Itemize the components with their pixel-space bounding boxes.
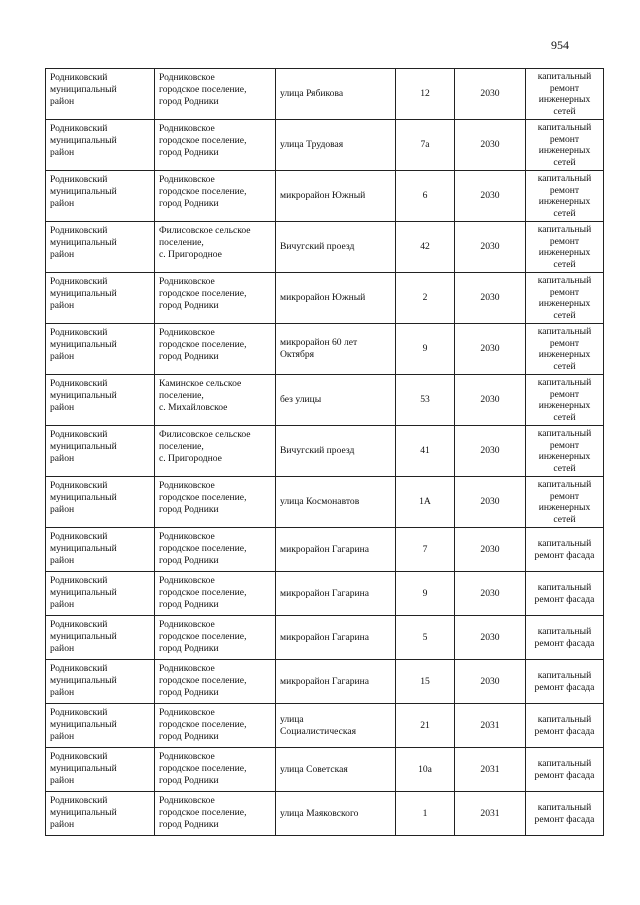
settlement-cell: [155, 528, 276, 572]
work-type-cell-text: капитальный ремонт инженерных сетей: [537, 224, 592, 270]
work-type-cell-text: капитальный ремонт фасада: [534, 538, 595, 561]
table-body: [46, 69, 604, 836]
year-cell: [455, 222, 526, 273]
settlement-cell-text: Родниковское городское поселение, город Родники: [159, 663, 247, 698]
settlement-cell-text: Родниковское городское поселение, город Родники: [159, 123, 247, 158]
work-type-cell: [526, 222, 604, 273]
region-cell: [46, 616, 155, 660]
work-type-cell-text: капитальный ремонт инженерных сетей: [537, 479, 592, 525]
settlement-cell-text: Родниковское городское поселение, город Родники: [159, 531, 247, 566]
house-number-cell: [396, 704, 455, 748]
region-cell: [46, 572, 155, 616]
work-type-cell-text: капитальный ремонт фасада: [534, 626, 595, 649]
house-number-cell-text: 15: [420, 675, 430, 687]
region-cell: [46, 120, 155, 171]
region-cell-text: Родниковский муниципальный район: [50, 663, 117, 698]
table-row: [46, 748, 604, 792]
table-row: [46, 572, 604, 616]
region-cell-text: Родниковский муниципальный район: [50, 575, 117, 610]
house-number-cell: [396, 477, 455, 528]
region-cell: [46, 324, 155, 375]
street-cell-text: улица Космонавтов: [280, 496, 360, 507]
street-cell-text: микрорайон Гагарина: [280, 675, 370, 687]
house-number-cell: [396, 792, 455, 836]
work-type-cell: [526, 375, 604, 426]
house-number-cell-text: 6: [422, 190, 428, 201]
street-cell: [276, 426, 396, 477]
year-cell-text: 2030: [480, 292, 500, 303]
year-cell: [455, 748, 526, 792]
work-type-cell: [526, 273, 604, 324]
work-type-cell-text: капитальный ремонт инженерных сетей: [537, 122, 592, 168]
house-number-cell: [396, 426, 455, 477]
region-cell: [46, 171, 155, 222]
work-type-cell: [526, 572, 604, 616]
street-cell: [276, 660, 396, 704]
region-cell: [46, 477, 155, 528]
settlement-cell: [155, 426, 276, 477]
settlement-cell: [155, 572, 276, 616]
settlement-cell-text: Родниковское городское поселение, город Родники: [159, 795, 247, 830]
table-row: [46, 171, 604, 222]
work-type-cell-text: капитальный ремонт инженерных сетей: [537, 71, 592, 117]
region-cell: [46, 69, 155, 120]
settlement-cell: [155, 477, 276, 528]
year-cell-text: 2030: [480, 190, 500, 201]
settlement-cell: [155, 660, 276, 704]
work-type-cell: [526, 748, 604, 792]
year-cell: [455, 572, 526, 616]
settlement-cell: [155, 171, 276, 222]
table-row: [46, 120, 604, 171]
year-cell-text: 2031: [480, 807, 500, 819]
street-cell-text: улица Трудовая: [280, 139, 344, 150]
street-cell: [276, 324, 396, 375]
work-type-cell: [526, 660, 604, 704]
settlement-cell: [155, 375, 276, 426]
house-number-cell-text: 12: [420, 88, 430, 99]
settlement-cell-text: Филисовское сельское поселение, с. Пригородное: [159, 429, 251, 464]
year-cell-text: 2030: [480, 587, 500, 599]
year-cell: [455, 660, 526, 704]
settlement-cell-text: Родниковское городское поселение, город Родники: [159, 575, 247, 610]
region-cell: [46, 222, 155, 273]
house-number-cell: [396, 69, 455, 120]
year-cell: [455, 616, 526, 660]
year-cell-text: 2030: [480, 241, 500, 252]
settlement-cell-text: Родниковское городское поселение, город Родники: [159, 707, 247, 742]
settlement-cell-text: Родниковское городское поселение, город Родники: [159, 480, 247, 515]
settlement-cell: [155, 792, 276, 836]
year-cell: [455, 792, 526, 836]
house-number-cell-text: 42: [420, 241, 430, 252]
year-cell: [455, 69, 526, 120]
year-cell: [455, 426, 526, 477]
house-number-cell: [396, 375, 455, 426]
house-number-cell-text: 5: [422, 631, 428, 643]
work-type-cell-text: капитальный ремонт инженерных сетей: [537, 173, 592, 219]
street-cell-text: улица Социалистическая: [280, 713, 357, 737]
region-cell-text: Родниковский муниципальный район: [50, 531, 117, 566]
table-row: [46, 69, 604, 120]
street-cell-text: улица Советская: [280, 763, 348, 775]
work-type-cell-text: капитальный ремонт фасада: [534, 802, 595, 825]
street-cell: [276, 69, 396, 120]
settlement-cell: [155, 616, 276, 660]
region-cell-text: Родниковский муниципальный район: [50, 174, 117, 209]
region-cell: [46, 426, 155, 477]
year-cell-text: 2030: [480, 675, 500, 687]
work-type-cell: [526, 324, 604, 375]
table-row: [46, 528, 604, 572]
house-number-cell-text: 1: [422, 807, 428, 819]
region-cell-text: Родниковский муниципальный район: [50, 276, 117, 311]
housing-repair-table: [45, 68, 604, 836]
street-cell: [276, 616, 396, 660]
work-type-cell: [526, 792, 604, 836]
year-cell: [455, 528, 526, 572]
year-cell-text: 2031: [480, 763, 500, 775]
settlement-cell: [155, 69, 276, 120]
street-cell: [276, 375, 396, 426]
region-cell-text: Родниковский муниципальный район: [50, 123, 117, 158]
house-number-cell-text: 7а: [420, 139, 430, 150]
table-row: [46, 222, 604, 273]
work-type-cell: [526, 528, 604, 572]
table-row: [46, 324, 604, 375]
house-number-cell-text: 10а: [418, 763, 432, 775]
settlement-cell-text: Родниковское городское поселение, город Родники: [159, 174, 247, 209]
street-cell: [276, 528, 396, 572]
house-number-cell-text: 1А: [419, 496, 431, 507]
region-cell-text: Родниковский муниципальный район: [50, 327, 117, 362]
house-number-cell: [396, 120, 455, 171]
street-cell-text: Вичугский проезд: [280, 241, 355, 252]
work-type-cell-text: капитальный ремонт инженерных сетей: [537, 275, 592, 321]
house-number-cell-text: 9: [422, 343, 428, 354]
house-number-cell: [396, 660, 455, 704]
house-number-cell: [396, 572, 455, 616]
street-cell-text: улица Маяковского: [280, 807, 359, 819]
settlement-cell-text: Филисовское сельское поселение, с. Пригородное: [159, 225, 251, 260]
table-row: [46, 660, 604, 704]
year-cell-text: 2030: [480, 496, 500, 507]
work-type-cell-text: капитальный ремонт фасада: [534, 758, 595, 781]
street-cell: [276, 748, 396, 792]
year-cell-text: 2030: [480, 631, 500, 643]
street-cell: [276, 171, 396, 222]
table-row: [46, 375, 604, 426]
settlement-cell-text: Родниковское городское поселение, город Родники: [159, 276, 247, 311]
settlement-cell-text: Родниковское городское поселение, город Родники: [159, 327, 247, 362]
region-cell: [46, 792, 155, 836]
street-cell-text: микрорайон Гагарина: [280, 543, 370, 555]
work-type-cell-text: капитальный ремонт инженерных сетей: [537, 377, 592, 423]
house-number-cell: [396, 222, 455, 273]
region-cell-text: Родниковский муниципальный район: [50, 751, 117, 786]
year-cell: [455, 120, 526, 171]
region-cell: [46, 660, 155, 704]
house-number-cell-text: 7: [422, 543, 428, 555]
street-cell-text: микрорайон Южный: [280, 190, 366, 201]
year-cell: [455, 171, 526, 222]
region-cell: [46, 273, 155, 324]
street-cell: [276, 792, 396, 836]
year-cell: [455, 375, 526, 426]
settlement-cell-text: Каминское сельское поселение, с. Михайловское: [159, 378, 242, 413]
work-type-cell-text: капитальный ремонт фасада: [534, 670, 595, 693]
settlement-cell-text: Родниковское городское поселение, город Родники: [159, 751, 247, 786]
region-cell-text: Родниковский муниципальный район: [50, 795, 117, 830]
year-cell: [455, 273, 526, 324]
work-type-cell: [526, 426, 604, 477]
work-type-cell: [526, 171, 604, 222]
region-cell: [46, 748, 155, 792]
street-cell-text: Вичугский проезд: [280, 445, 355, 456]
street-cell-text: улица Рябикова: [280, 88, 344, 99]
year-cell-text: 2030: [480, 343, 500, 354]
table-row: [46, 477, 604, 528]
year-cell-text: 2030: [480, 139, 500, 150]
year-cell: [455, 477, 526, 528]
year-cell-text: 2030: [480, 445, 500, 456]
street-cell: [276, 477, 396, 528]
house-number-cell-text: 2: [422, 292, 428, 303]
street-cell: [276, 273, 396, 324]
street-cell-text: без улицы: [280, 394, 322, 405]
table-row: [46, 616, 604, 660]
settlement-cell: [155, 704, 276, 748]
work-type-cell: [526, 69, 604, 120]
work-type-cell: [526, 477, 604, 528]
house-number-cell: [396, 616, 455, 660]
year-cell-text: 2030: [480, 88, 500, 99]
work-type-cell-text: капитальный ремонт фасада: [534, 714, 595, 737]
table-row: [46, 273, 604, 324]
street-cell-text: микрорайон Южный: [280, 292, 366, 303]
settlement-cell: [155, 748, 276, 792]
region-cell-text: Родниковский муниципальный район: [50, 429, 117, 464]
page-number: 954: [551, 38, 569, 52]
house-number-cell-text: 21: [420, 719, 430, 731]
region-cell-text: Родниковский муниципальный район: [50, 225, 117, 260]
settlement-cell: [155, 120, 276, 171]
region-cell-text: Родниковский муниципальный район: [50, 378, 117, 413]
region-cell: [46, 375, 155, 426]
table-row: [46, 704, 604, 748]
work-type-cell-text: капитальный ремонт инженерных сетей: [537, 326, 592, 372]
region-cell: [46, 528, 155, 572]
house-number-cell: [396, 748, 455, 792]
house-number-cell: [396, 273, 455, 324]
settlement-cell: [155, 324, 276, 375]
region-cell-text: Родниковский муниципальный район: [50, 619, 117, 654]
table-row: [46, 792, 604, 836]
house-number-cell-text: 41: [420, 445, 430, 456]
table-row: [46, 426, 604, 477]
year-cell-text: 2030: [480, 543, 500, 555]
work-type-cell: [526, 120, 604, 171]
work-type-cell-text: капитальный ремонт фасада: [534, 582, 595, 605]
region-cell-text: Родниковский муниципальный район: [50, 72, 117, 107]
year-cell: [455, 324, 526, 375]
street-cell: [276, 572, 396, 616]
street-cell-text: микрорайон Гагарина: [280, 631, 370, 643]
region-cell-text: Родниковский муниципальный район: [50, 707, 117, 742]
settlement-cell: [155, 222, 276, 273]
house-number-cell-text: 53: [420, 394, 430, 405]
street-cell: [276, 704, 396, 748]
work-type-cell-text: капитальный ремонт инженерных сетей: [537, 428, 592, 474]
street-cell: [276, 222, 396, 273]
year-cell: [455, 704, 526, 748]
house-number-cell-text: 9: [422, 587, 428, 599]
work-type-cell: [526, 616, 604, 660]
settlement-cell: [155, 273, 276, 324]
region-cell: [46, 704, 155, 748]
settlement-cell-text: Родниковское городское поселение, город Родники: [159, 72, 247, 107]
street-cell-text: микрорайон Гагарина: [280, 587, 370, 599]
house-number-cell: [396, 528, 455, 572]
house-number-cell: [396, 324, 455, 375]
work-type-cell: [526, 704, 604, 748]
settlement-cell-text: Родниковское городское поселение, город Родники: [159, 619, 247, 654]
street-cell-text: микрорайон 60 лет Октября: [280, 337, 358, 360]
year-cell-text: 2030: [480, 394, 500, 405]
year-cell-text: 2031: [480, 719, 500, 731]
street-cell: [276, 120, 396, 171]
house-number-cell: [396, 171, 455, 222]
region-cell-text: Родниковский муниципальный район: [50, 480, 117, 515]
